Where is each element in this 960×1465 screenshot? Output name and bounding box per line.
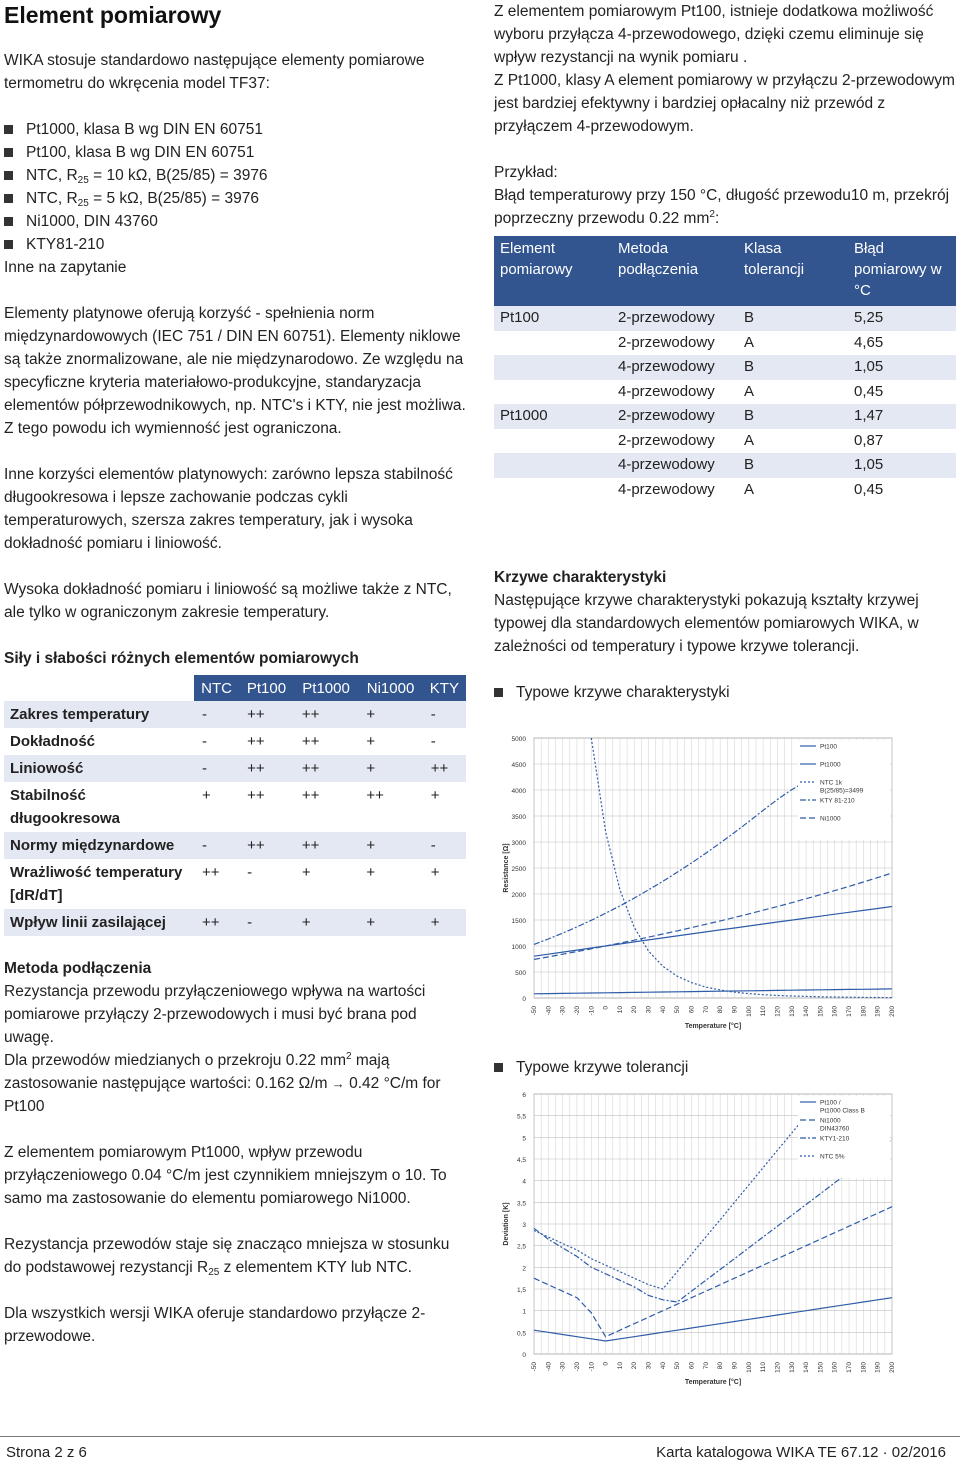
legend-label: NTC 1k B(25/85)=3499 <box>820 779 864 795</box>
chart2-caption-list <box>494 1056 956 1079</box>
y-tick-label: 0,5 <box>516 1330 526 1338</box>
element-item-text: Ni1000, DIN 43760 <box>26 213 158 230</box>
strengths-col-header: Ni1000 <box>358 675 422 701</box>
element-item <box>4 164 466 187</box>
y-tick-label: 3 <box>522 1222 526 1229</box>
example-sup: 2 <box>709 209 715 220</box>
strengths-cell: - <box>239 909 294 936</box>
element-item-text: NTC, R <box>26 190 78 207</box>
error-cell: 2-przewodowy <box>612 404 738 429</box>
strengths-col-header: Pt100 <box>239 675 294 701</box>
strengths-cell: + <box>358 832 422 859</box>
error-col-header: Klasa tolerancji <box>738 236 848 306</box>
table-row <box>4 782 466 832</box>
element-item-text-post: = 10 kΩ, B(25/85) = 3976 <box>88 167 268 184</box>
arrow-icon: → <box>331 1076 345 1091</box>
y-tick-label: 4000 <box>511 788 526 795</box>
other-benefits-paragraph: Inne korzyści elementów platynowych: zarówno lepsza stabilność długookresowa i lepsze zachowanie podczas cykli temperaturowych, szersza zakres temperatury, jak i wysoka dokładność pomiaru i liniowość. <box>4 466 453 552</box>
left-column <box>4 0 466 936</box>
error-cell: 4-przewodowy <box>618 480 715 498</box>
x-tick-label: 190 <box>874 1362 882 1373</box>
y-tick-label: 500 <box>515 970 526 977</box>
legend-label: KTY 81-210 <box>820 797 855 805</box>
element-item-sub: 25 <box>77 198 89 209</box>
x-tick-label: 140 <box>803 1006 811 1017</box>
x-tick-label: 50 <box>674 1006 682 1014</box>
table-row <box>494 331 956 356</box>
y-tick-label: 5000 <box>511 736 526 743</box>
strengths-cell: ++ <box>194 909 239 936</box>
error-cell: B <box>738 306 848 331</box>
x-tick-label: 20 <box>631 1362 639 1370</box>
strengths-row-label: Normy międzynardowe <box>4 832 194 859</box>
connection-p2-text-a: Dla przewodów miedzianych o przekroju 0.22 mm <box>4 1052 347 1069</box>
x-tick-label: -50 <box>531 1362 538 1372</box>
x-tick-label: -50 <box>531 1006 538 1016</box>
error-cell: 0,45 <box>854 480 884 498</box>
error-cell: 4-przewodowy <box>618 382 715 400</box>
error-cell: 1,05 <box>848 355 956 380</box>
table-row <box>4 701 466 728</box>
x-tick-label: 30 <box>645 1362 653 1370</box>
legend-label: Pt100 / Pt1000 Class B <box>820 1099 865 1115</box>
strengths-cell: ++ <box>294 832 358 859</box>
x-tick-label: -20 <box>573 1362 581 1372</box>
intro-text: WIKA stosuje standardowo następujące elementy pomiarowe termometru do wkręcenia model TF37: <box>4 52 425 92</box>
x-tick-label: 20 <box>631 1006 639 1014</box>
chart2-caption-wrap <box>494 1056 956 1079</box>
y-tick-label: 5 <box>522 1135 526 1143</box>
example-label: Przykład: <box>494 164 558 181</box>
strengths-table <box>4 675 466 936</box>
error-col-header: Element pomiarowy <box>494 236 612 306</box>
connection-heading: Metoda podłączenia <box>4 960 152 977</box>
connection-p2-text-c: 0.42 °C/m for Pt100 <box>4 1075 441 1115</box>
characteristic-curves-chart <box>494 730 956 1030</box>
strengths-row-label: Stabilność długookresowa <box>10 787 121 827</box>
table-row <box>494 355 956 380</box>
y-tick-label: 3,5 <box>516 1200 526 1208</box>
error-cell <box>494 380 612 405</box>
connection-paragraph-4 <box>4 1233 466 1279</box>
error-cell: 2-przewodowy <box>618 431 715 449</box>
error-cell: 1,47 <box>848 404 956 429</box>
x-tick-label: 60 <box>688 1362 696 1370</box>
x-tick-label: 100 <box>745 1006 753 1017</box>
strengths-row-label: Wpływ linii zasilającej <box>4 909 194 936</box>
strengths-cell: ++ <box>294 701 358 728</box>
connection-paragraph-1: Rezystancja przewodu przyłączeniowego wpływa na wartości pomiarowe przyłączy 2-przewodowych i musi być brana pod uwagę. <box>4 983 426 1046</box>
chart1-caption-list <box>494 681 956 704</box>
legend-label: Pt100 <box>820 743 837 751</box>
x-tick-label: -30 <box>559 1006 567 1016</box>
strengths-cell: + <box>358 755 422 782</box>
ntc-paragraph: Wysoka dokładność pomiaru i liniowość są możliwe także z NTC, ale tylko w ograniczonym zakresie temperatury. <box>4 581 452 621</box>
strengths-cell: - <box>194 755 239 782</box>
strengths-cell: ++ <box>239 832 294 859</box>
error-cell <box>494 453 612 478</box>
connection-paragraph-5: Dla wszystkich wersji WIKA oferuje standardowo przyłącze 2-przewodowe. <box>4 1305 426 1345</box>
chart2-caption: Typowe krzywe tolerancji <box>494 1056 956 1079</box>
error-cell: Pt1000 <box>494 404 612 429</box>
x-tick-label: 180 <box>860 1362 868 1373</box>
strengths-cell: - <box>194 832 239 859</box>
error-cell: 4-przewodowy <box>612 453 738 478</box>
table-row <box>494 478 956 503</box>
x-tick-label: 0 <box>602 1006 610 1010</box>
element-item <box>4 141 466 164</box>
table-row <box>494 380 956 405</box>
strengths-cell: + <box>358 909 422 936</box>
x-tick-label: 100 <box>745 1362 753 1373</box>
error-table <box>494 236 956 502</box>
strengths-cell: - <box>247 864 253 881</box>
table-row <box>4 832 466 859</box>
y-tick-label: 3500 <box>511 814 526 821</box>
x-tick-label: 150 <box>817 1006 825 1017</box>
x-tick-label: 80 <box>717 1362 725 1370</box>
strengths-cell: + <box>358 701 422 728</box>
right-paragraph-1: Z elementem pomiarowym Pt100, istnieje dodatkowa możliwość wyboru przyłącza 4-przewodowego, dzięki czemu eliminuje się wpływ rezystancji na wynik pomiaru . <box>494 3 934 66</box>
x-tick-label: 140 <box>803 1362 811 1373</box>
right-paragraph-2: Z Pt1000, klasy A element pomiarowy w przyłączu 2-przewodowym jest bardziej efektywny i bardziej opłacalny niż przewód z przyłączem 4-przewodowym. <box>494 72 955 135</box>
error-cell: A <box>744 431 755 449</box>
x-tick-label: 160 <box>831 1006 839 1017</box>
strengths-row-label: Dokładność <box>10 733 96 750</box>
element-item-text: Pt1000, klasa B wg DIN EN 60751 <box>26 121 263 138</box>
strengths-cell: + <box>423 909 466 936</box>
connection-paragraph-2 <box>4 1049 466 1118</box>
error-cell: 2-przewodowy <box>612 306 738 331</box>
error-cell: A <box>744 382 755 400</box>
element-item-sub: 25 <box>77 175 89 186</box>
y-tick-label: 6 <box>522 1092 526 1099</box>
table-row <box>494 404 956 429</box>
x-tick-label: 120 <box>774 1362 782 1373</box>
connection-p4-text-b: z elementem KTY lub NTC. <box>219 1259 412 1276</box>
example-text-a: Błąd temperaturowy przy 150 °C, długość przewodu10 m, przekrój poprzeczny przewodu 0.22 mm <box>494 187 950 227</box>
error-col-header: Metoda podłączenia <box>612 236 738 306</box>
legend-label: Pt1000 <box>820 761 841 769</box>
strengths-col-header: NTC <box>194 675 239 701</box>
footer-page-number: Strona 2 z 6 <box>6 1444 87 1461</box>
x-axis-label: Temperature [°C] <box>684 1379 742 1386</box>
strengths-row-label: Liniowość <box>4 755 194 782</box>
strengths-row-label: Wrażliwość temperatury [dR/dT] <box>10 864 183 904</box>
error-cell <box>494 355 612 380</box>
x-tick-label: 110 <box>760 1006 768 1017</box>
x-tick-label: 170 <box>846 1006 854 1017</box>
strengths-cell: - <box>430 733 436 750</box>
x-tick-label: -10 <box>588 1362 596 1372</box>
strengths-cell: - <box>202 733 207 750</box>
connection-paragraph-3: Z elementem pomiarowym Pt1000, wpływ przewodu przyłączeniowego 0.04 °C/m jest czynnikiem mniejszym o 10. To samo ma zastosowanie do elementu pomiarowego Ni1000. <box>4 1144 447 1207</box>
y-tick-label: 0 <box>522 996 526 1003</box>
strengths-cell: ++ <box>202 864 220 881</box>
error-cell: B <box>738 453 848 478</box>
x-tick-label: 200 <box>889 1362 896 1373</box>
x-tick-label: 160 <box>831 1362 839 1373</box>
strengths-cell: + <box>301 864 311 881</box>
x-tick-label: 50 <box>674 1362 682 1370</box>
strengths-cell: ++ <box>366 787 384 804</box>
y-tick-label: 4,5 <box>516 1157 526 1164</box>
x-tick-label: 70 <box>702 1006 710 1014</box>
error-cell <box>494 429 612 454</box>
curves-section <box>494 566 956 704</box>
connection-p4-sub: 25 <box>208 1267 220 1278</box>
error-cell: 0,45 <box>854 382 884 400</box>
strengths-cell: ++ <box>301 787 320 804</box>
x-tick-label: 200 <box>889 1006 896 1017</box>
x-tick-label: 0 <box>602 1362 610 1366</box>
legend-label: Ni1000 DIN43760 <box>820 1117 850 1133</box>
y-axis-label: Resistance [Ω] <box>503 843 510 893</box>
error-cell: 5,25 <box>848 306 956 331</box>
connection-p2-text-b: mają zastosowanie następujące wartości: 0.162 Ω/m <box>4 1052 390 1092</box>
x-tick-label: 40 <box>659 1362 667 1370</box>
table-row <box>4 859 466 909</box>
x-tick-label: 180 <box>860 1006 868 1017</box>
y-tick-label: 4 <box>522 1178 526 1186</box>
example-text <box>494 184 956 230</box>
strengths-col-header: Pt1000 <box>294 675 358 701</box>
x-axis-label: Temperature [°C] <box>684 1023 742 1030</box>
strengths-cell: ++ <box>294 755 358 782</box>
x-tick-label: 150 <box>817 1362 825 1373</box>
strengths-cell: ++ <box>423 755 466 782</box>
element-item <box>4 210 466 233</box>
y-tick-label: 1 <box>522 1308 526 1316</box>
x-tick-label: 80 <box>717 1006 725 1014</box>
x-tick-label: -20 <box>573 1006 581 1016</box>
error-cell: 4-przewodowy <box>612 355 738 380</box>
y-tick-label: 1,5 <box>516 1287 526 1294</box>
legend-label: NTC 5% <box>820 1153 845 1161</box>
strengths-cell: ++ <box>239 755 294 782</box>
connection-section <box>4 957 466 1348</box>
element-item <box>4 233 466 256</box>
y-tick-label: 0 <box>522 1352 526 1359</box>
table-row <box>4 755 466 782</box>
strengths-cell: - <box>423 701 466 728</box>
x-tick-label: -30 <box>559 1362 567 1372</box>
strengths-cell: - <box>423 832 466 859</box>
x-tick-label: 60 <box>688 1006 696 1014</box>
error-col-header: Błąd pomiarowy w °C <box>848 236 956 306</box>
page-title: Element pomiarowy <box>4 2 222 28</box>
example-text-b: : <box>714 210 720 227</box>
strengths-cell: + <box>366 864 376 881</box>
strengths-heading: Siły i słabości różnych elementów pomiarowych <box>4 650 359 667</box>
legend-label: KTY1-210 <box>820 1135 850 1143</box>
x-tick-label: 110 <box>760 1362 768 1373</box>
y-tick-label: 2,5 <box>516 1243 526 1251</box>
y-tick-label: 2 <box>522 1265 526 1273</box>
y-tick-label: 4500 <box>511 762 526 769</box>
element-item-text-post: = 5 kΩ, B(25/85) = 3976 <box>88 190 259 207</box>
platinum-paragraph: Elementy platynowe oferują korzyść - spełnienia norm międzynardowowych (IEC 751 / DIN EN 60751). Elementy niklowe są także znormalizowane, ale nie międzynarodowo. Ze względu na specyficzne kryteria materiałowo-produkcyjne, standaryzacja elementów półprzewodnikowych, np. NTC's i KTY, nie jest możliwa. Z tego powodu ich wymienność jest ograniczona. <box>4 305 466 437</box>
x-tick-label: 30 <box>645 1006 653 1014</box>
x-tick-label: 90 <box>731 1362 739 1370</box>
error-cell: A <box>744 333 755 351</box>
error-cell: B <box>738 355 848 380</box>
x-tick-label: -40 <box>545 1362 553 1372</box>
strengths-cell: ++ <box>301 733 320 750</box>
element-item <box>4 118 466 141</box>
legend-label: Ni1000 <box>820 815 841 823</box>
chart1-caption: Typowe krzywe charakterystyki <box>494 681 956 704</box>
strengths-cell: ++ <box>247 787 265 804</box>
error-cell: 1,05 <box>848 453 956 478</box>
connection-p2-sup: 2 <box>346 1051 352 1062</box>
strengths-cell: + <box>294 909 358 936</box>
y-tick-label: 5,5 <box>516 1113 526 1121</box>
strengths-cell: + <box>202 787 211 804</box>
table-row <box>4 728 466 755</box>
x-tick-label: 190 <box>874 1006 882 1017</box>
x-tick-label: 130 <box>788 1362 796 1373</box>
x-tick-label: 40 <box>659 1006 667 1014</box>
strengths-col-header: KTY <box>423 675 466 701</box>
x-tick-label: 130 <box>788 1006 796 1017</box>
table-row <box>494 306 956 331</box>
table-row <box>494 453 956 478</box>
element-item-text: NTC, R <box>26 167 78 184</box>
strengths-cell: ++ <box>247 733 265 750</box>
error-cell: B <box>738 404 848 429</box>
error-cell: A <box>744 480 755 498</box>
strengths-cell: + <box>366 733 376 750</box>
y-tick-label: 2500 <box>511 866 526 873</box>
table-row <box>4 909 466 936</box>
error-cell: Pt100 <box>494 306 612 331</box>
footer-catalog-ref: Karta katalogowa WIKA TE 67.12 · 02/2016 <box>656 1444 946 1461</box>
x-tick-label: 10 <box>616 1006 624 1014</box>
y-tick-label: 3000 <box>511 840 526 847</box>
element-item-text: KTY81-210 <box>26 236 105 253</box>
x-tick-label: 70 <box>702 1362 710 1370</box>
strengths-row-label: Zakres temperatury <box>4 701 194 728</box>
y-tick-label: 1000 <box>511 944 526 951</box>
element-item-text: Pt100, klasa B wg DIN EN 60751 <box>26 144 255 161</box>
x-tick-label: 90 <box>731 1006 739 1014</box>
strengths-cell: + <box>430 787 440 804</box>
y-tick-label: 1500 <box>511 918 526 925</box>
curves-text: Następujące krzywe charakterystyki pokazują kształty krzywej typowej dla standardowych elementów pomiarowych WIKA, w zależności od temperatury i typowe krzywe tolerancji. <box>494 592 919 655</box>
error-cell <box>494 331 612 356</box>
error-cell: 2-przewodowy <box>618 333 715 351</box>
connection-p4-text-a: Rezystancja przewodów staje się znacząco mniejsza w stosunku do podstawowej rezystancji R <box>4 1236 450 1276</box>
right-column <box>494 0 956 502</box>
on-request-text: Inne na zapytanie <box>4 259 127 276</box>
elements-list <box>4 118 466 256</box>
y-tick-label: 2000 <box>511 892 526 899</box>
y-axis-label: Deviation [K] <box>503 1202 510 1246</box>
x-tick-label: 120 <box>774 1006 782 1017</box>
x-tick-label: -10 <box>588 1006 596 1016</box>
x-tick-label: -40 <box>545 1006 553 1016</box>
curves-heading: Krzywe charakterystyki <box>494 569 667 586</box>
tolerance-curves-chart <box>494 1086 956 1386</box>
error-cell: 4,65 <box>854 333 884 351</box>
x-tick-label: 10 <box>616 1362 624 1370</box>
element-item <box>4 187 466 210</box>
strengths-cell: ++ <box>239 701 294 728</box>
page-footer <box>0 1436 960 1461</box>
error-cell <box>494 478 612 503</box>
strengths-cell: + <box>430 864 440 881</box>
x-tick-label: 170 <box>846 1362 854 1373</box>
table-row <box>494 429 956 454</box>
error-cell: 0,87 <box>854 431 884 449</box>
strengths-cell: - <box>194 701 239 728</box>
